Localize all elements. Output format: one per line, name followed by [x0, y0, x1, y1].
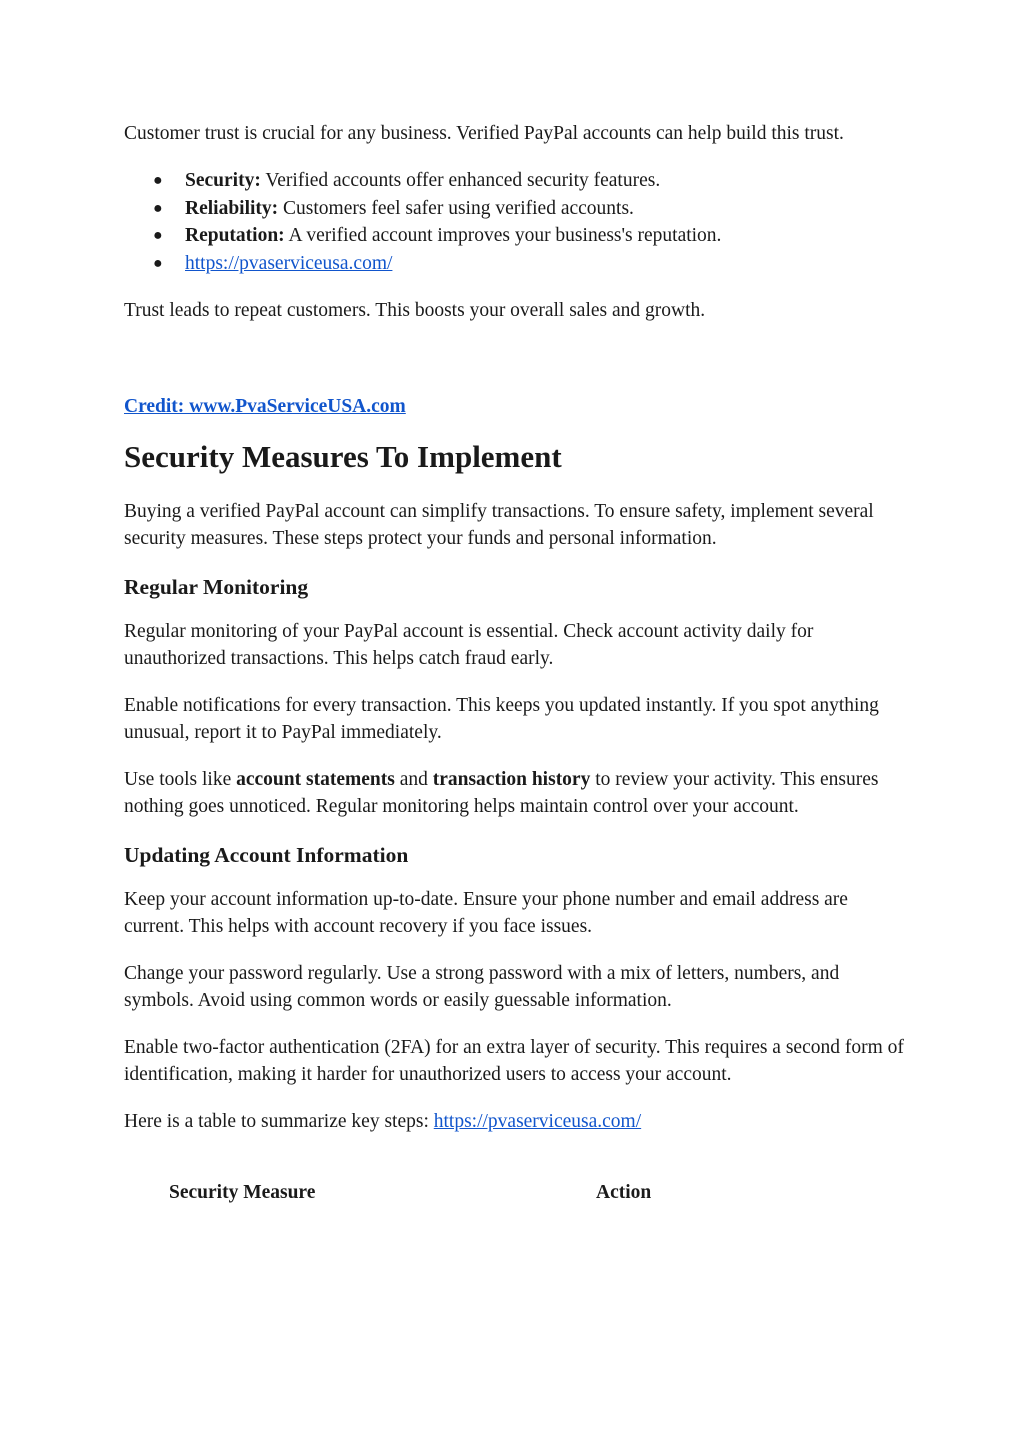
monitoring-paragraph-3 — [124, 766, 904, 820]
table-intro-link[interactable]: https://pvaserviceusa.com/ — [433, 1111, 642, 1132]
bullet-text: Customers feel safer using verified accounts. — [278, 197, 634, 219]
list-item — [124, 250, 904, 278]
main-paragraph: Buying a verified PayPal account can simplify transactions. To ensure safety, implement several security measures. These steps protect your funds and personal information. — [124, 501, 874, 549]
text-segment: and — [394, 769, 433, 790]
monitoring-paragraph-1: Regular monitoring of your PayPal account is essential. Check account activity daily for unauthorized transactions. This helps catch fraud early. — [124, 621, 814, 669]
table-header-action: Action — [596, 1182, 652, 1203]
updating-paragraph-3: Enable two-factor authentication (2FA) for an extra layer of security. This requires a second form of identification, making it harder for unauthorized users to access your account. — [124, 1037, 904, 1085]
credit-line — [124, 393, 904, 420]
table-intro-paragraph — [124, 1108, 904, 1135]
text-segment: Use tools like — [124, 769, 237, 790]
bold-term-account-statements: account statements — [236, 769, 395, 790]
text-segment: to review your activity. This ensures nothing goes unnoticed. Regular monitoring helps maintain control over your account. — [124, 769, 879, 817]
intro-paragraph: Customer trust is crucial for any business. Verified PayPal accounts can help build this trust. — [124, 123, 844, 144]
bullet-icon: ● — [153, 227, 163, 244]
updating-paragraph-2: Change your password regularly. Use a strong password with a mix of letters, numbers, and symbols. Avoid using common words or easily guessable information. — [124, 963, 840, 1011]
document-page — [124, 120, 904, 1209]
page-title: Security Measures To Implement — [124, 439, 562, 474]
updating-paragraph-1: Keep your account information up-to-date. Ensure your phone number and email address are current. This helps with account recovery if you face issues. — [124, 889, 848, 937]
list-item — [124, 167, 904, 195]
monitoring-paragraph-2: Enable notifications for every transaction. This keeps you updated instantly. If you spot anything unusual, report it to PayPal immediately. — [124, 695, 879, 743]
bullet-icon: ● — [153, 254, 163, 272]
credit-link[interactable]: Credit: www.PvaServiceUSA.com — [124, 396, 406, 417]
bullet-label: Security: — [185, 170, 261, 191]
bullet-link[interactable]: https://pvaserviceusa.com/ — [185, 252, 393, 274]
table-header-security-measure: Security Measure — [169, 1182, 316, 1203]
bullet-text: Verified accounts offer enhanced security features. — [260, 170, 661, 191]
bullet-icon: ● — [153, 199, 163, 217]
section-heading-regular-monitoring: Regular Monitoring — [124, 575, 309, 599]
spacer — [124, 324, 904, 393]
bullet-text: A verified account improves your business's reputation. — [284, 225, 722, 246]
trust-bullet-list — [124, 167, 904, 277]
table-intro-text: Here is a table to summarize key steps: — [124, 1111, 434, 1132]
trust-paragraph: Trust leads to repeat customers. This boosts your overall sales and growth. — [124, 300, 706, 321]
section-heading-updating-account: Updating Account Information — [124, 843, 409, 867]
bullet-label: Reliability: — [185, 197, 279, 219]
list-item — [124, 222, 904, 250]
summary-table-header — [124, 1179, 904, 1209]
bullet-label: Reputation: — [185, 225, 285, 246]
list-item — [124, 195, 904, 223]
bullet-icon: ● — [153, 172, 163, 189]
bold-term-transaction-history: transaction history — [432, 769, 591, 790]
